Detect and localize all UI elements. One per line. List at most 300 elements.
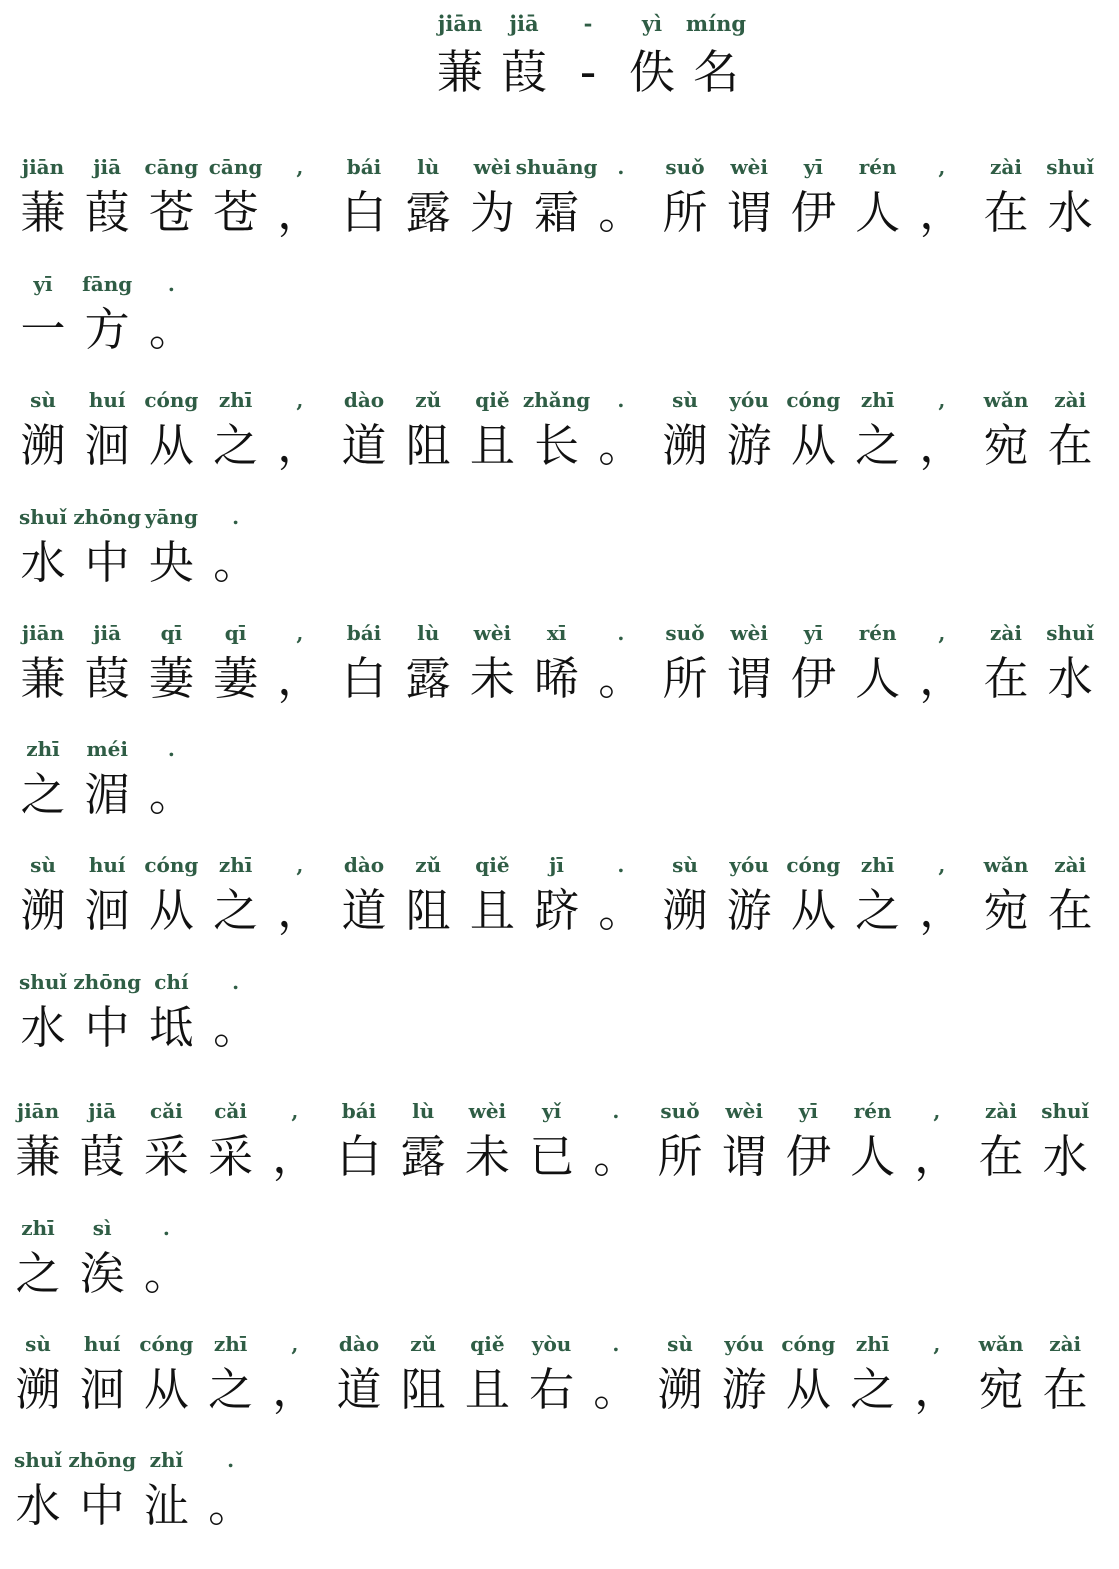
ruby-cell (139, 155, 203, 241)
ruby-cell (11, 155, 75, 241)
ruby-cell (515, 155, 598, 241)
hanzi-character: 且 (469, 884, 515, 937)
pinyin-syllable: . (617, 621, 625, 645)
pinyin-syllable: . (167, 737, 175, 761)
pinyin-syllable: qiě (470, 1332, 505, 1356)
hanzi-character: 游 (726, 419, 772, 472)
ruby-cell (204, 388, 268, 474)
ruby-cell (522, 388, 591, 474)
ruby-cell (974, 853, 1038, 939)
hanzi-character: 。 (213, 1001, 259, 1054)
pinyin-syllable: méi (86, 737, 128, 761)
pinyin-syllable: huí (88, 388, 126, 412)
ruby-cell (75, 388, 139, 474)
pinyin-syllable: sù (30, 388, 56, 412)
pinyin-syllable: zhī (213, 1332, 248, 1356)
ruby-cell (584, 1332, 648, 1418)
hanzi-character: 。 (598, 652, 644, 705)
pinyin-syllable: cóng (139, 1332, 194, 1356)
ruby-cell (589, 853, 653, 939)
hanzi-character: 采 (208, 1130, 254, 1183)
ruby-cell (327, 1099, 391, 1185)
hanzi-character: 在 (1047, 419, 1093, 472)
ruby-cell (905, 1332, 969, 1418)
hanzi-character: 蒹 (20, 186, 66, 239)
pinyin-syllable: . (227, 1448, 235, 1472)
hanzi-character: ， (272, 1130, 318, 1183)
hanzi-character: 露 (400, 1130, 446, 1183)
pinyin-syllable: cóng (786, 853, 841, 877)
ruby-cell (263, 1332, 327, 1418)
ruby-cell (204, 155, 268, 241)
ruby-cell (11, 737, 75, 823)
pinyin-syllable: zhōng (73, 505, 142, 529)
ruby-cell (6, 1448, 70, 1534)
hanzi-character: 所 (657, 1130, 703, 1183)
pinyin-syllable: zhǐ (149, 1448, 184, 1472)
ruby-cell (11, 621, 75, 707)
hanzi-character: 白 (341, 652, 387, 705)
hanzi-character: 蒹 (437, 45, 483, 99)
ruby-cell (268, 853, 332, 939)
pinyin-syllable: chí (154, 970, 189, 994)
ruby-cell (1038, 155, 1102, 241)
hanzi-character: 人 (855, 652, 901, 705)
pinyin-syllable: huí (88, 853, 126, 877)
ruby-cell (776, 1099, 840, 1185)
ruby-cell (653, 853, 717, 939)
ruby-cell (139, 737, 203, 823)
ruby-cell (332, 155, 396, 241)
ruby-cell (717, 853, 781, 939)
ruby-cell (139, 505, 203, 591)
pinyin-syllable: qiě (475, 853, 510, 877)
pinyin-syllable: fāng (82, 272, 133, 296)
pinyin-syllable: - (583, 11, 593, 36)
pinyin-syllable: . (617, 388, 625, 412)
pinyin-syllable: sù (667, 1332, 693, 1356)
pinyin-syllable: jiā (509, 11, 539, 36)
pinyin-syllable: yǐ (541, 1099, 562, 1123)
ruby-cell (712, 1099, 776, 1185)
hanzi-character: 沚 (143, 1479, 189, 1532)
pinyin-syllable: dào (343, 853, 385, 877)
ruby-cell (717, 388, 781, 474)
hanzi-character: 游 (726, 884, 772, 937)
pinyin-syllable: lù (417, 621, 440, 645)
hanzi-character: 湄 (84, 768, 130, 821)
hanzi-character: ， (919, 884, 965, 937)
hanzi-character: 未 (469, 652, 515, 705)
hanzi-character: 在 (978, 1130, 1024, 1183)
hanzi-character: 之 (855, 884, 901, 937)
ruby-cell (11, 505, 75, 591)
ruby-cell (776, 1332, 840, 1418)
ruby-cell (648, 1099, 712, 1185)
hanzi-character: 葭 (84, 186, 130, 239)
ruby-cell (204, 621, 268, 707)
ruby-cell (199, 1099, 263, 1185)
ruby-cell (68, 1448, 137, 1534)
pinyin-syllable: zhōng (73, 970, 142, 994)
pinyin-syllable: bái (346, 621, 382, 645)
pinyin-syllable: wèi (473, 621, 512, 645)
pinyin-syllable: wèi (730, 621, 768, 645)
hanzi-character: 。 (208, 1479, 254, 1532)
ruby-cell (910, 155, 974, 241)
pinyin-syllable: , (291, 1332, 299, 1356)
hanzi-character: 蒹 (15, 1130, 61, 1183)
pinyin-syllable: yóu (729, 388, 769, 412)
hanzi-character: 水 (20, 1001, 66, 1054)
pinyin-syllable: xī (546, 621, 567, 645)
pinyin-syllable: shuǐ (14, 1448, 62, 1472)
hanzi-character: ， (919, 186, 965, 239)
ruby-cell (653, 388, 717, 474)
hanzi-character: 长 (534, 419, 580, 472)
pinyin-syllable: , (938, 853, 946, 877)
ruby-cell (846, 853, 910, 939)
pinyin-syllable: shuǐ (19, 970, 67, 994)
ruby-cell (969, 1332, 1033, 1418)
hanzi-character: 。 (598, 419, 644, 472)
hanzi-character: 道 (341, 884, 387, 937)
pinyin-syllable: zhī (218, 388, 253, 412)
ruby-cell (396, 155, 460, 241)
ruby-cell (553, 12, 623, 100)
pinyin-syllable: zhī (218, 853, 253, 877)
hanzi-character: 。 (593, 1130, 639, 1183)
ruby-cell (75, 737, 139, 823)
pinyin-syllable: , (291, 1099, 299, 1123)
hanzi-character: 宛 (983, 884, 1029, 937)
hanzi-character: 未 (464, 1130, 510, 1183)
hanzi-character: ， (919, 652, 965, 705)
ruby-cell (841, 1332, 905, 1418)
ruby-cell (712, 1332, 776, 1418)
hanzi-character: 苍 (213, 186, 259, 239)
hanzi-character: 中 (79, 1479, 125, 1532)
hanzi-character: 从 (148, 419, 194, 472)
ruby-cell (1033, 1332, 1097, 1418)
ruby-cell (1033, 1099, 1097, 1185)
ruby-cell (139, 970, 203, 1056)
ruby-cell (134, 1099, 198, 1185)
hanzi-character: 水 (1047, 186, 1093, 239)
hanzi-character: 之 (213, 884, 259, 937)
hanzi-character: ， (914, 1363, 960, 1416)
hanzi-character: 中 (84, 536, 130, 589)
pinyin-syllable: , (933, 1099, 941, 1123)
pinyin-syllable: . (232, 970, 240, 994)
hanzi-character: 晞 (534, 652, 580, 705)
hanzi-character: 葭 (501, 45, 547, 99)
ruby-cell (910, 388, 974, 474)
pinyin-syllable: wǎn (978, 1332, 1024, 1356)
hanzi-character: 萋 (148, 652, 194, 705)
hanzi-character: 道 (336, 1363, 382, 1416)
hanzi-character: 之 (850, 1363, 896, 1416)
ruby-cell (974, 388, 1038, 474)
pinyin-syllable: suǒ (665, 155, 705, 179)
pinyin-syllable: qiě (475, 388, 510, 412)
hanzi-character: 。 (598, 186, 644, 239)
ruby-cell (648, 1332, 712, 1418)
pinyin-syllable: zhī (860, 853, 895, 877)
ruby-cell (910, 621, 974, 707)
pinyin-syllable: sù (672, 388, 698, 412)
pinyin-syllable: shuǐ (19, 505, 67, 529)
ruby-cell (75, 853, 139, 939)
hanzi-character: 谓 (726, 652, 772, 705)
hanzi-character: 已 (529, 1130, 575, 1183)
ruby-cell (70, 1332, 134, 1418)
pinyin-syllable: jiā (93, 621, 122, 645)
pinyin-syllable: , (296, 621, 304, 645)
hanzi-character: 洄 (79, 1363, 125, 1416)
hanzi-character: 水 (1042, 1130, 1088, 1183)
pinyin-syllable: qī (224, 621, 247, 645)
hanzi-character: 伊 (790, 652, 836, 705)
hanzi-character: 阻 (400, 1363, 446, 1416)
pinyin-syllable: yī (798, 1099, 818, 1123)
ruby-cell (70, 1099, 134, 1185)
hanzi-character: 葭 (84, 652, 130, 705)
pinyin-syllable: jiān (21, 621, 65, 645)
pinyin-syllable: jiān (437, 11, 483, 36)
ruby-cell (199, 1332, 263, 1418)
pinyin-syllable: zǔ (415, 388, 442, 412)
hanzi-character: 从 (790, 419, 836, 472)
ruby-cell (199, 1448, 263, 1534)
ruby-cell (6, 1332, 70, 1418)
hanzi-character: 所 (662, 186, 708, 239)
pinyin-syllable: , (933, 1332, 941, 1356)
ruby-cell (455, 1099, 519, 1185)
ruby-cell (73, 505, 142, 591)
hanzi-character: 道 (341, 419, 387, 472)
pinyin-syllable: . (612, 1332, 620, 1356)
hanzi-character: 。 (143, 1247, 189, 1300)
hanzi-character: 溯 (20, 884, 66, 937)
pinyin-syllable: . (167, 272, 175, 296)
hanzi-character: 露 (405, 186, 451, 239)
hanzi-character: 从 (148, 884, 194, 937)
hanzi-character: 露 (405, 652, 451, 705)
ruby-cell (268, 155, 332, 241)
ruby-cell (781, 853, 845, 939)
hanzi-character: 之 (20, 768, 66, 821)
pinyin-syllable: , (296, 853, 304, 877)
hanzi-character: ， (277, 186, 323, 239)
hanzi-character: 溯 (657, 1363, 703, 1416)
hanzi-character: 之 (213, 419, 259, 472)
ruby-cell (204, 853, 268, 939)
hanzi-character: 白 (341, 186, 387, 239)
hanzi-character: ， (277, 419, 323, 472)
hanzi-character: - (579, 45, 597, 99)
hanzi-character: 采 (143, 1130, 189, 1183)
pinyin-syllable: yī (33, 272, 53, 296)
hanzi-character: ， (919, 419, 965, 472)
hanzi-character: 伊 (785, 1130, 831, 1183)
ruby-cell (584, 1099, 648, 1185)
pinyin-syllable: , (938, 388, 946, 412)
ruby-cell (11, 388, 75, 474)
hanzi-character: 谓 (726, 186, 772, 239)
pinyin-syllable: bái (341, 1099, 377, 1123)
hanzi-character: 之 (15, 1247, 61, 1300)
ruby-cell (11, 272, 75, 358)
hanzi-character: 水 (1047, 652, 1093, 705)
hanzi-character: 蒹 (20, 652, 66, 705)
ruby-cell (391, 1332, 455, 1418)
pinyin-syllable: shuǐ (1046, 621, 1095, 645)
ruby-cell (781, 155, 845, 241)
ruby-cell (139, 272, 203, 358)
pinyin-syllable: . (617, 155, 625, 179)
hanzi-character: 。 (148, 303, 194, 356)
pinyin-syllable: suǒ (665, 621, 705, 645)
ruby-cell (332, 853, 396, 939)
pinyin-syllable: dào (338, 1332, 380, 1356)
pinyin-syllable: yī (803, 155, 823, 179)
hanzi-character: 右 (529, 1363, 575, 1416)
pinyin-syllable: , (296, 155, 304, 179)
pinyin-syllable: sù (25, 1332, 51, 1356)
pinyin-syllable: jiān (21, 155, 65, 179)
pinyin-syllable: wèi (730, 155, 768, 179)
hanzi-character: 佚 (629, 45, 675, 99)
pinyin-syllable: yòu (531, 1332, 572, 1356)
hanzi-character: 一 (20, 303, 66, 356)
pinyin-syllable: , (938, 621, 946, 645)
ruby-cell (332, 388, 396, 474)
hanzi-character: 从 (143, 1363, 189, 1416)
pinyin-syllable: rén (858, 621, 897, 645)
pinyin-syllable: bái (346, 155, 382, 179)
hanzi-character: 为 (469, 186, 515, 239)
pinyin-syllable: cóng (144, 388, 199, 412)
hanzi-character: 跻 (534, 884, 580, 937)
pinyin-syllable: yì (641, 11, 663, 36)
pinyin-syllable: wèi (725, 1099, 763, 1123)
pinyin-syllable: . (232, 505, 240, 529)
hanzi-character: 洄 (84, 419, 130, 472)
ruby-cell (70, 1216, 134, 1302)
pinyin-syllable: jiā (88, 1099, 117, 1123)
hanzi-character: 方 (84, 303, 130, 356)
hanzi-character: 人 (850, 1130, 896, 1183)
ruby-cell (653, 155, 717, 241)
hanzi-character: ， (277, 884, 323, 937)
ruby-cell (263, 1099, 327, 1185)
pinyin-syllable: shuǐ (1041, 1099, 1090, 1123)
pinyin-syllable: cāng (208, 155, 263, 179)
pinyin-syllable: dào (343, 388, 385, 412)
pinyin-syllable: sù (672, 853, 698, 877)
pinyin-syllable: jī (549, 853, 565, 877)
ruby-cell (781, 621, 845, 707)
hanzi-character: 苍 (148, 186, 194, 239)
hanzi-character: 且 (464, 1363, 510, 1416)
pinyin-syllable: wǎn (983, 388, 1029, 412)
hanzi-character: 且 (469, 419, 515, 472)
ruby-cell (139, 853, 203, 939)
ruby-cell (781, 388, 845, 474)
hanzi-character: 人 (855, 186, 901, 239)
pinyin-syllable: cóng (786, 388, 841, 412)
ruby-cell (11, 853, 75, 939)
ruby-cell (460, 388, 524, 474)
ruby-cell (846, 155, 910, 241)
hanzi-character: 水 (20, 536, 66, 589)
ruby-cell (905, 1099, 969, 1185)
hanzi-character: 宛 (983, 419, 1029, 472)
hanzi-character: 伊 (790, 186, 836, 239)
hanzi-character: 所 (662, 652, 708, 705)
ruby-cell (11, 970, 75, 1056)
ruby-cell (134, 1216, 198, 1302)
hanzi-character: 在 (1042, 1363, 1088, 1416)
pinyin-syllable: cóng (144, 853, 199, 877)
ruby-cell (974, 155, 1038, 241)
pinyin-syllable: zhī (21, 1216, 55, 1240)
pinyin-syllable: zài (1054, 853, 1087, 877)
hanzi-character: 中 (84, 1001, 130, 1054)
pinyin-syllable: cǎi (214, 1099, 247, 1123)
hanzi-character: 在 (1047, 884, 1093, 937)
pinyin-syllable: cāng (144, 155, 199, 179)
ruby-cell (391, 1099, 455, 1185)
hanzi-character: ， (272, 1363, 318, 1416)
pinyin-syllable: wèi (473, 155, 512, 179)
ruby-cell (327, 1332, 391, 1418)
ruby-cell (6, 1216, 70, 1302)
hanzi-character: 央 (148, 536, 194, 589)
hanzi-character: 在 (983, 186, 1029, 239)
hanzi-character: 谓 (721, 1130, 767, 1183)
pinyin-syllable: zhī (26, 737, 60, 761)
pinyin-syllable: zài (1049, 1332, 1082, 1356)
hanzi-character: 葭 (79, 1130, 125, 1183)
ruby-cell (1038, 388, 1102, 474)
hanzi-character: 溯 (20, 419, 66, 472)
pinyin-syllable: lù (417, 155, 440, 179)
ruby-cell (332, 621, 396, 707)
pinyin-syllable: zài (1054, 388, 1087, 412)
ruby-cell (204, 970, 268, 1056)
ruby-cell (846, 621, 910, 707)
ruby-cell (846, 388, 910, 474)
hanzi-character: 阻 (405, 884, 451, 937)
pinyin-syllable: zài (990, 155, 1022, 179)
ruby-cell (396, 388, 460, 474)
pinyin-syllable: zài (985, 1099, 1017, 1123)
hanzi-character: 溯 (662, 884, 708, 937)
ruby-cell (1038, 853, 1102, 939)
pinyin-syllable: jiān (16, 1099, 60, 1123)
ruby-cell (139, 621, 203, 707)
ruby-cell (520, 1099, 584, 1185)
pinyin-syllable: zài (990, 621, 1022, 645)
ruby-cell (204, 505, 268, 591)
pinyin-syllable: huí (83, 1332, 121, 1356)
hanzi-character: 水 (15, 1479, 61, 1532)
pinyin-syllable: suǒ (660, 1099, 700, 1123)
hanzi-character: 宛 (978, 1363, 1024, 1416)
hanzi-character: 阻 (405, 419, 451, 472)
